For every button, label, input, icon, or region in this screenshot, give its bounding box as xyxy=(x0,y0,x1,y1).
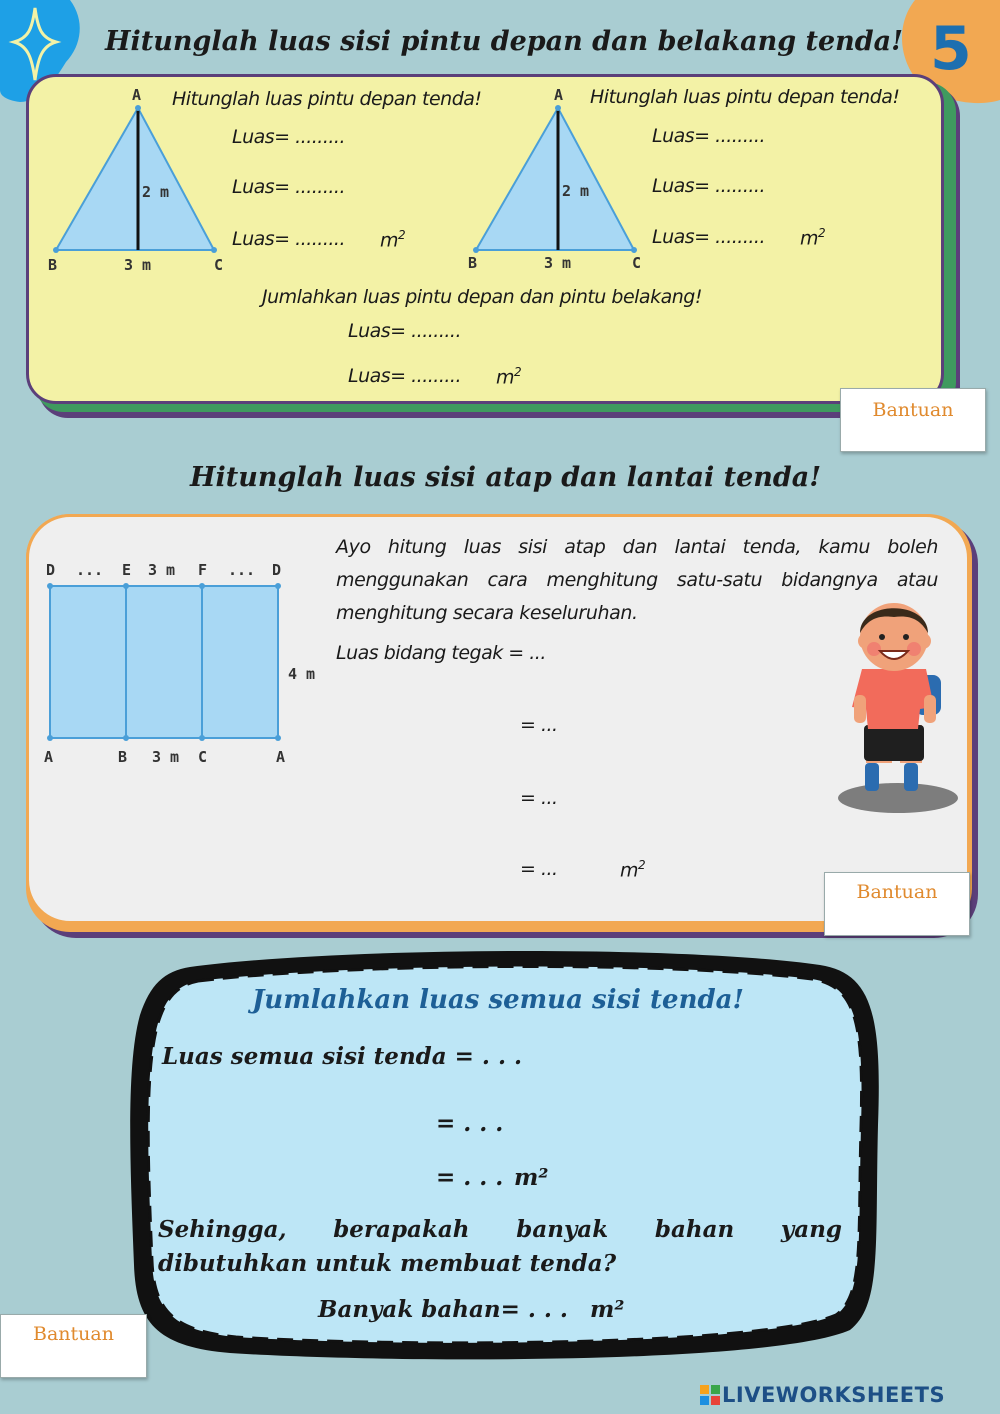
right-answer-line3[interactable]: Luas= ......... xyxy=(652,226,765,248)
vertex-a-label: A xyxy=(132,86,142,104)
sum-answer-line2[interactable]: Luas= ......... xyxy=(348,365,461,387)
net-label-bottom-length: 3 m xyxy=(152,748,180,766)
vertex-a-label-right: A xyxy=(554,86,564,104)
section3-answer-unit: m² xyxy=(590,1296,625,1323)
net-label-d1: D xyxy=(46,561,56,579)
net-label-e: E xyxy=(122,561,132,579)
sum-unit: $m^2$ xyxy=(496,365,522,389)
footer-brand xyxy=(700,1384,990,1406)
section3-unit: m² xyxy=(514,1164,549,1191)
net-label-d2: D xyxy=(272,561,282,579)
height-label: 2 m xyxy=(142,183,170,201)
right-instruction: Hitunglah luas pintu depan tenda! xyxy=(590,86,900,108)
net-label-b: B xyxy=(118,748,128,766)
left-unit: $m^2$ xyxy=(380,228,406,252)
net-label-c: C xyxy=(198,748,208,766)
section2-answer-line2[interactable]: = ... xyxy=(520,714,558,736)
section3-title: Jumlahkan luas semua sisi tenda! xyxy=(252,985,744,1015)
help-button-3[interactable]: Bantuan xyxy=(0,1314,147,1378)
net-label-f: F xyxy=(198,561,208,579)
boy-illustration xyxy=(830,595,970,820)
net-label-side-length: 4 m xyxy=(288,665,316,683)
section3-answer-label[interactable]: Banyak bahan= . . . xyxy=(318,1296,568,1323)
footer-brand-text: LIVEWORKSHEETS xyxy=(722,1383,946,1407)
section2-title: Hitunglah luas sisi atap dan lantai tenda! xyxy=(190,462,822,493)
tent-net-diagram xyxy=(40,578,290,748)
section2-answer-line1[interactable]: Luas bidang tegak = ... xyxy=(336,642,546,664)
left-answer-line2[interactable]: Luas= ......... xyxy=(232,176,345,198)
section2-unit: $m^2$ xyxy=(620,858,646,882)
vertex-c-label-right: C xyxy=(632,254,642,272)
help-button-2[interactable]: Bantuan xyxy=(824,872,970,936)
net-label-a2: A xyxy=(276,748,286,766)
net-label-a1: A xyxy=(44,748,54,766)
section3-answer-line3[interactable]: = . . . xyxy=(436,1164,504,1191)
liveworksheets-logo-icon xyxy=(700,1385,720,1405)
vertex-b-label: B xyxy=(48,256,58,274)
base-label-right: 3 m xyxy=(544,254,572,272)
section2-paragraph: Ayo hitung luas sisi atap dan lantai tenda, kamu boleh menggunakan cara menghitung satu-satu bidangnya atau menghitung secara keseluruhan. xyxy=(336,536,938,624)
height-label-right: 2 m xyxy=(562,182,590,200)
help-button-1[interactable]: Bantuan xyxy=(840,388,986,452)
section3-question: Sehingga, berapakah banyak bahan yang dibutuhkan untuk membuat tenda? xyxy=(158,1216,842,1277)
triangle-back-diagram xyxy=(460,88,660,278)
base-label: 3 m xyxy=(124,256,152,274)
vertex-c-label: C xyxy=(214,256,224,274)
left-instruction: Hitunglah luas pintu depan tenda! xyxy=(172,88,482,110)
triangle-front-diagram xyxy=(40,88,240,278)
section1-title: Hitunglah luas sisi pintu depan dan belakang tenda! xyxy=(105,26,904,57)
section2-answer-line3[interactable]: = ... xyxy=(520,787,558,809)
left-answer-line3[interactable]: Luas= ......... xyxy=(232,228,345,250)
right-unit: $m^2$ xyxy=(800,226,826,250)
right-answer-line1[interactable]: Luas= ......... xyxy=(652,125,765,147)
vertex-b-label-right: B xyxy=(468,254,478,272)
net-label-top-length: 3 m xyxy=(148,561,176,579)
sum-instruction: Jumlahkan luas pintu depan dan pintu belakang! xyxy=(262,286,702,308)
sum-answer-line1[interactable]: Luas= ......... xyxy=(348,320,461,342)
section2-answer-line4[interactable]: = ... xyxy=(520,858,558,880)
section3-answer-line1[interactable]: Luas semua sisi tenda = . . . xyxy=(162,1043,522,1070)
net-label-dots2: ... xyxy=(228,561,256,579)
page-number: 5 xyxy=(930,14,972,84)
right-answer-line2[interactable]: Luas= ......... xyxy=(652,175,765,197)
section3-answer-line2[interactable]: = . . . xyxy=(436,1110,504,1137)
left-answer-line1[interactable]: Luas= ......... xyxy=(232,126,345,148)
net-label-dots1: ... xyxy=(76,561,104,579)
